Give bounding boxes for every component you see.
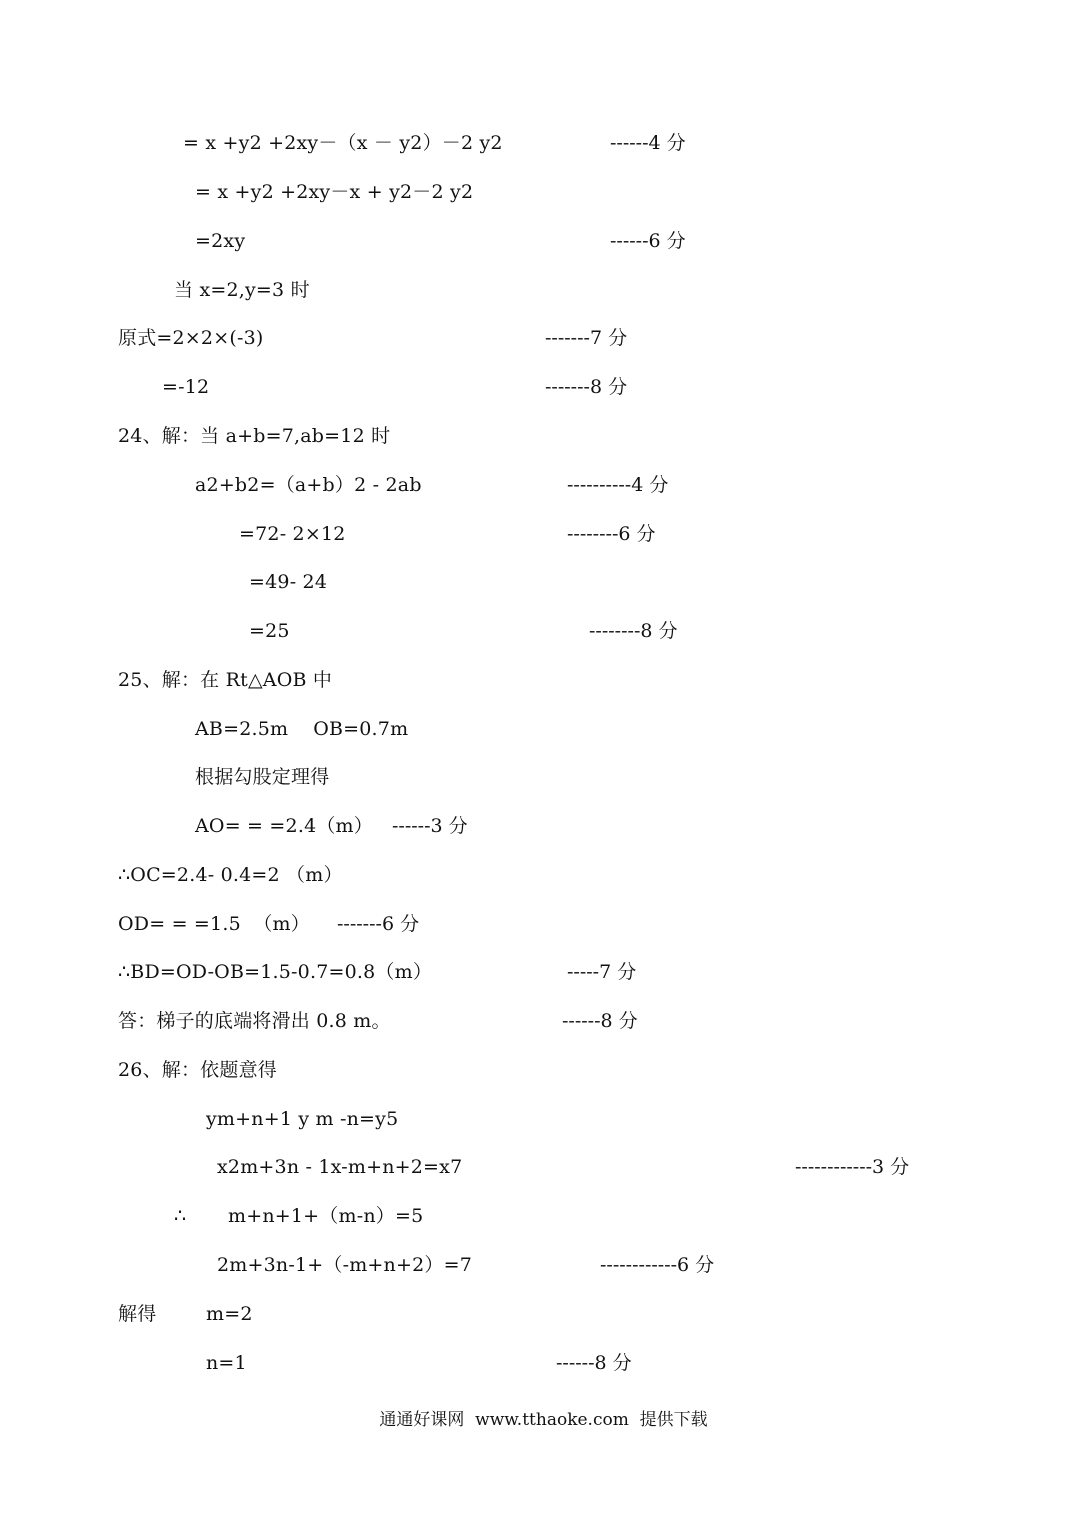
score-mark: ----------4 分 (567, 474, 669, 496)
equation-line: =25 (249, 620, 290, 642)
text-line: 原式=2×2×(-3) (118, 327, 264, 349)
answer-line: 答：梯子的底端将滑出 0.8 m。 (118, 1010, 391, 1032)
equation-line: ∴BD=OD-OB=1.5-0.7=0.8（m） (118, 961, 433, 983)
score-mark: -----7 分 (567, 961, 637, 983)
equation-line: OD= = =1.5 （m） (118, 913, 310, 935)
equation-line: =72- 2×12 (239, 523, 346, 545)
problem-heading: 24、解：当 a+b=7,ab=12 时 (118, 425, 391, 447)
score-mark: --------6 分 (567, 523, 656, 545)
equation-line: n=1 (206, 1352, 247, 1374)
problem-heading: 26、解：依题意得 (118, 1059, 277, 1081)
score-mark: -------8 分 (545, 376, 628, 398)
equation-line: = x +y2 +2xy－（x － y2）－2 y2 (183, 132, 503, 154)
equation-line: 2m+3n-1+（-m+n+2）=7 (217, 1254, 472, 1276)
score-mark: ------------3 分 (795, 1156, 910, 1178)
score-mark: ------8 分 (562, 1010, 638, 1032)
score-mark: ------3 分 (392, 815, 468, 837)
equation-line: m=2 (206, 1303, 253, 1325)
score-mark: ------6 分 (610, 230, 686, 252)
text-line: 当 x=2,y=3 时 (174, 279, 310, 301)
problem-heading: 25、解：在 Rt△AOB 中 (118, 669, 333, 691)
score-mark: -------7 分 (545, 327, 628, 349)
equation-line: m+n+1+（m-n）=5 (228, 1205, 424, 1227)
score-mark: ------8 分 (556, 1352, 632, 1374)
score-mark: ------------6 分 (600, 1254, 715, 1276)
equation-line: =2xy (195, 230, 246, 252)
score-mark: --------8 分 (589, 620, 678, 642)
equation-line: =49- 24 (249, 571, 328, 593)
page-footer: 通通好课网 www.tthaoke.com 提供下载 (379, 1410, 708, 1430)
equation-line: ym+n+1 y m -n=y5 (206, 1108, 399, 1130)
score-mark: ------4 分 (610, 132, 686, 154)
equation-line: ∴OC=2.4- 0.4=2 （m） (118, 864, 343, 886)
therefore-symbol: ∴ (174, 1205, 187, 1227)
text-line: 根据勾股定理得 (195, 766, 330, 788)
equation-line: AB=2.5m OB=0.7m (195, 718, 409, 740)
equation-line: x2m+3n - 1x-m+n+2=x7 (217, 1156, 463, 1178)
text-line: 解得 (118, 1303, 157, 1325)
equation-line: a2+b2=（a+b）2 - 2ab (195, 474, 422, 496)
equation-line: AO= = =2.4（m） (195, 815, 373, 837)
equation-line: = x +y2 +2xy－x + y2－2 y2 (195, 181, 474, 203)
score-mark: -------6 分 (337, 913, 420, 935)
equation-line: =-12 (162, 376, 210, 398)
